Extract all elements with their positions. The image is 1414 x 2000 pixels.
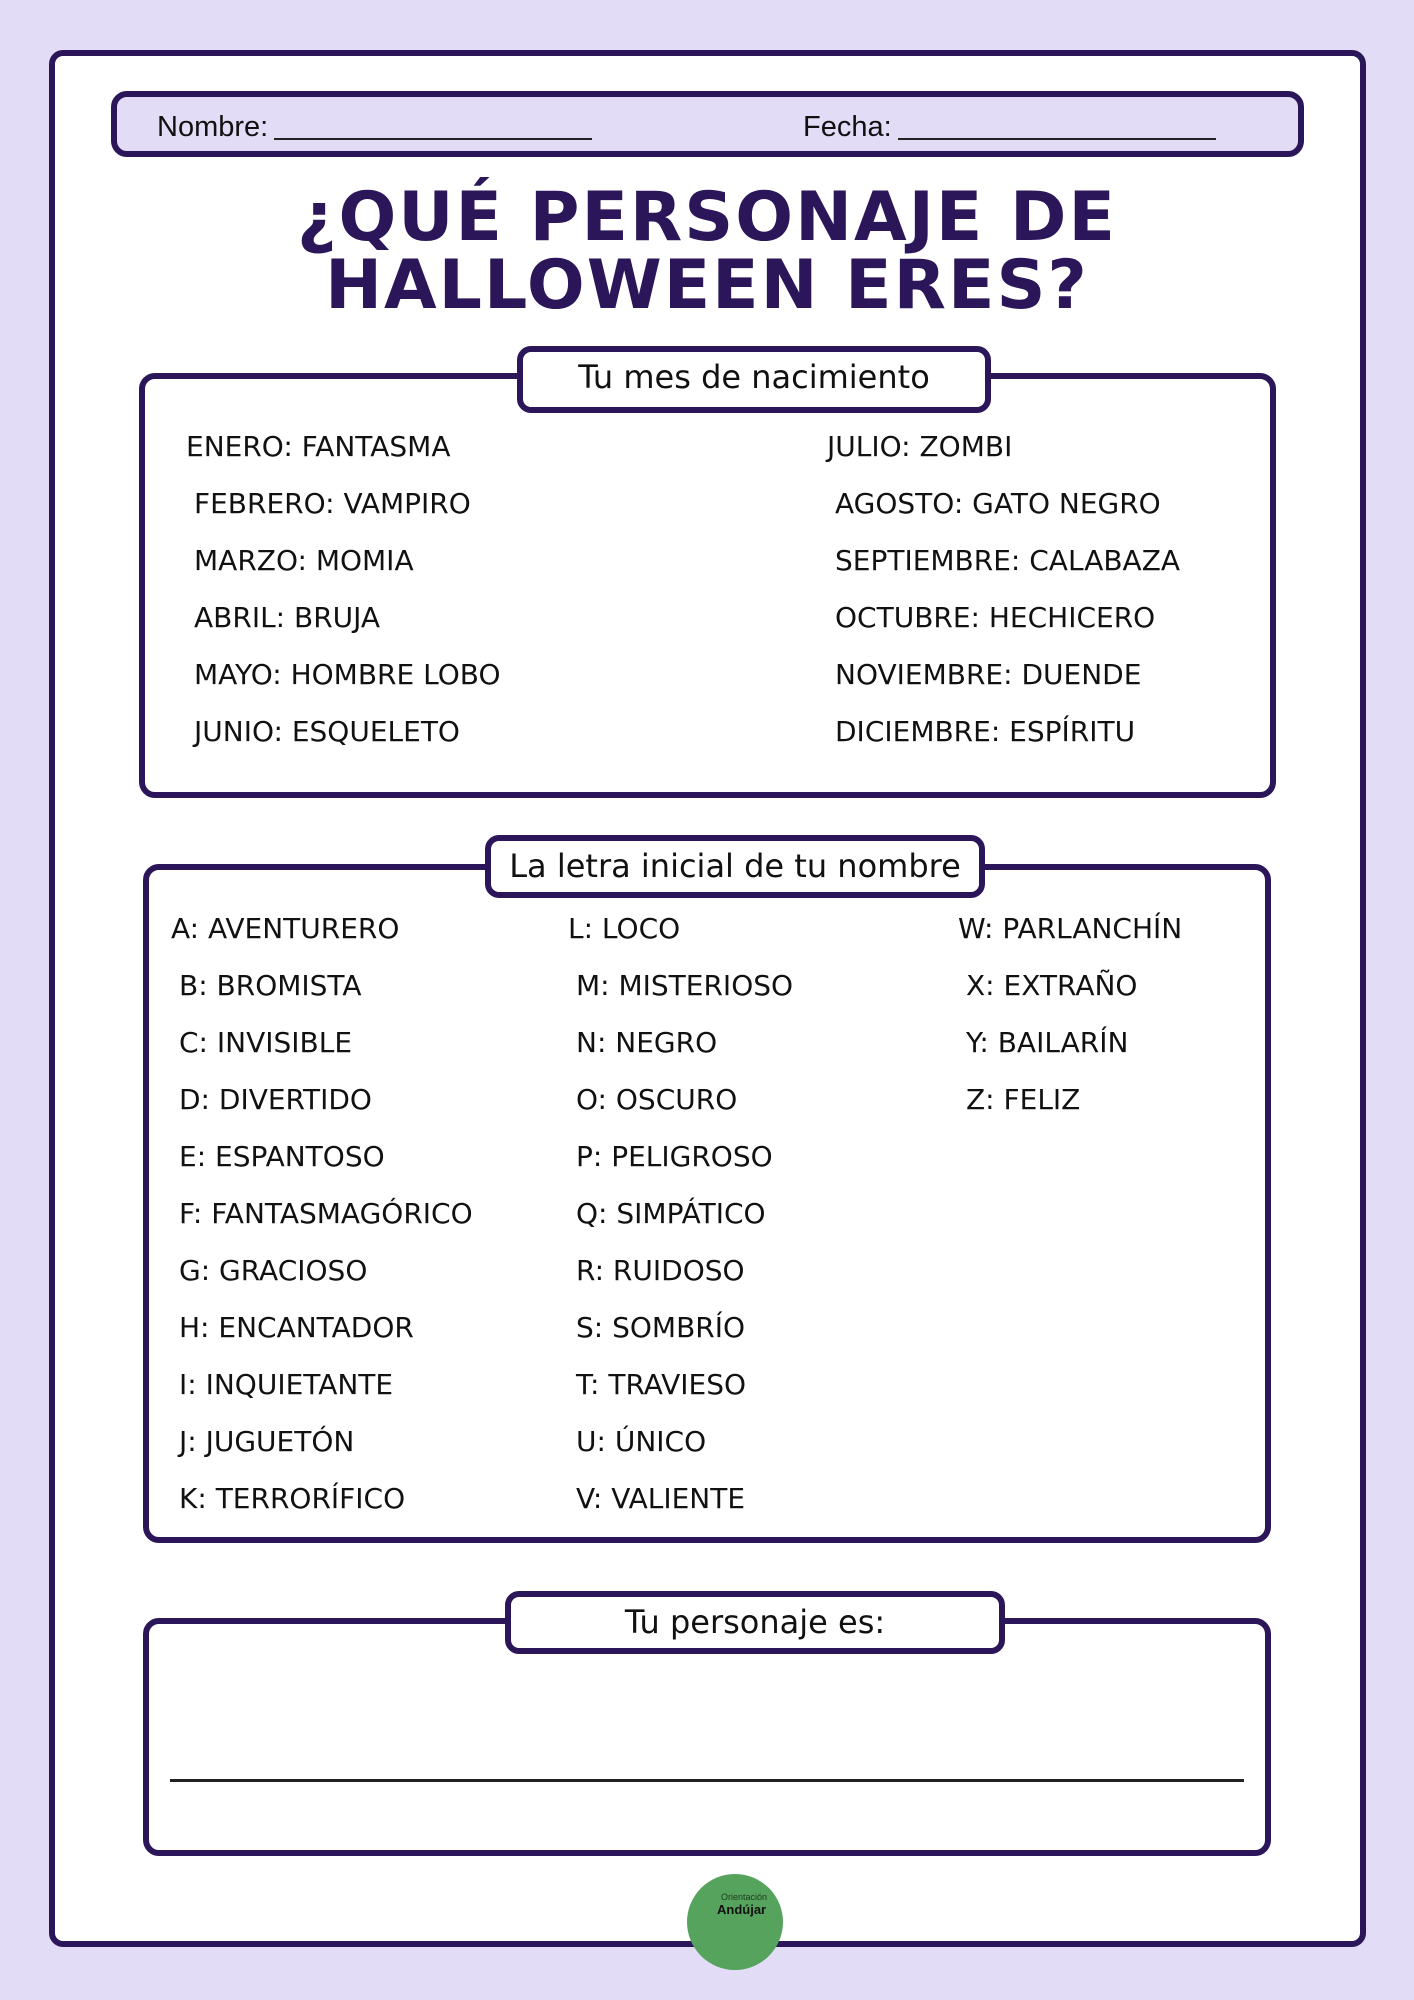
- list-item: G: GRACIOSO: [179, 1254, 368, 1287]
- list-item: JULIO: ZOMBI: [827, 430, 1013, 463]
- list-item: U: ÚNICO: [576, 1425, 707, 1458]
- list-item: M: MISTERIOSO: [576, 969, 794, 1002]
- list-item: Z: FELIZ: [966, 1083, 1081, 1116]
- list-item: X: EXTRAÑO: [966, 969, 1138, 1002]
- list-item: W: PARLANCHÍN: [958, 912, 1183, 945]
- date-blank-line[interactable]: [898, 112, 1216, 140]
- list-item: F: FANTASMAGÓRICO: [179, 1197, 473, 1230]
- logo: [687, 1874, 783, 1970]
- list-item: OCTUBRE: HECHICERO: [835, 601, 1156, 634]
- list-item: K: TERRORÍFICO: [179, 1482, 406, 1515]
- answer-line[interactable]: [170, 1779, 1244, 1782]
- list-item: O: OSCURO: [576, 1083, 738, 1116]
- list-item: V: VALIENTE: [576, 1482, 746, 1515]
- logo-big-text: Andújar: [717, 1902, 767, 1917]
- list-item: MAYO: HOMBRE LOBO: [194, 658, 501, 691]
- result-heading: Tu personaje es:: [505, 1591, 1005, 1654]
- page-title: [0, 178, 1414, 325]
- list-item: L: LOCO: [568, 912, 681, 945]
- list-item: A: AVENTURERO: [171, 912, 400, 945]
- list-item: FEBRERO: VAMPIRO: [194, 487, 471, 520]
- list-item: MARZO: MOMIA: [194, 544, 414, 577]
- name-field[interactable]: [157, 111, 592, 144]
- list-item: ENERO: FANTASMA: [186, 430, 451, 463]
- name-blank-line[interactable]: [274, 112, 592, 140]
- list-item: J: JUGUETÓN: [179, 1425, 355, 1458]
- list-item: DICIEMBRE: ESPÍRITU: [835, 715, 1136, 748]
- list-item: JUNIO: ESQUELETO: [194, 715, 460, 748]
- initial-letter-heading: La letra inicial de tu nombre: [485, 835, 985, 898]
- name-label: Nombre:: [157, 111, 269, 143]
- list-item: P: PELIGROSO: [576, 1140, 773, 1173]
- list-item: R: RUIDOSO: [576, 1254, 745, 1287]
- date-label: Fecha:: [803, 111, 892, 143]
- date-field[interactable]: [803, 111, 1216, 144]
- list-item: N: NEGRO: [576, 1026, 718, 1059]
- list-item: S: SOMBRÍO: [576, 1311, 746, 1344]
- list-item: ABRIL: BRUJA: [194, 601, 381, 634]
- header-bar: [111, 91, 1304, 157]
- list-item: T: TRAVIESO: [576, 1368, 747, 1401]
- list-item: Q: SIMPÁTICO: [576, 1197, 766, 1230]
- list-item: I: INQUIETANTE: [179, 1368, 394, 1401]
- list-item: E: ESPANTOSO: [179, 1140, 385, 1173]
- logo-small-text: Orientación: [721, 1892, 768, 1902]
- list-item: AGOSTO: GATO NEGRO: [835, 487, 1161, 520]
- list-item: B: BROMISTA: [179, 969, 362, 1002]
- list-item: NOVIEMBRE: DUENDE: [835, 658, 1142, 691]
- list-item: Y: BAILARÍN: [966, 1026, 1129, 1059]
- list-item: H: ENCANTADOR: [179, 1311, 414, 1344]
- birth-month-heading: Tu mes de nacimiento: [517, 346, 991, 413]
- list-item: SEPTIEMBRE: CALABAZA: [835, 544, 1181, 577]
- list-item: C: INVISIBLE: [179, 1026, 353, 1059]
- title-line-2: HALLOWEEN ERES?: [325, 246, 1089, 325]
- title-line-1: ¿QUÉ PERSONAJE DE: [297, 178, 1117, 257]
- list-item: D: DIVERTIDO: [179, 1083, 372, 1116]
